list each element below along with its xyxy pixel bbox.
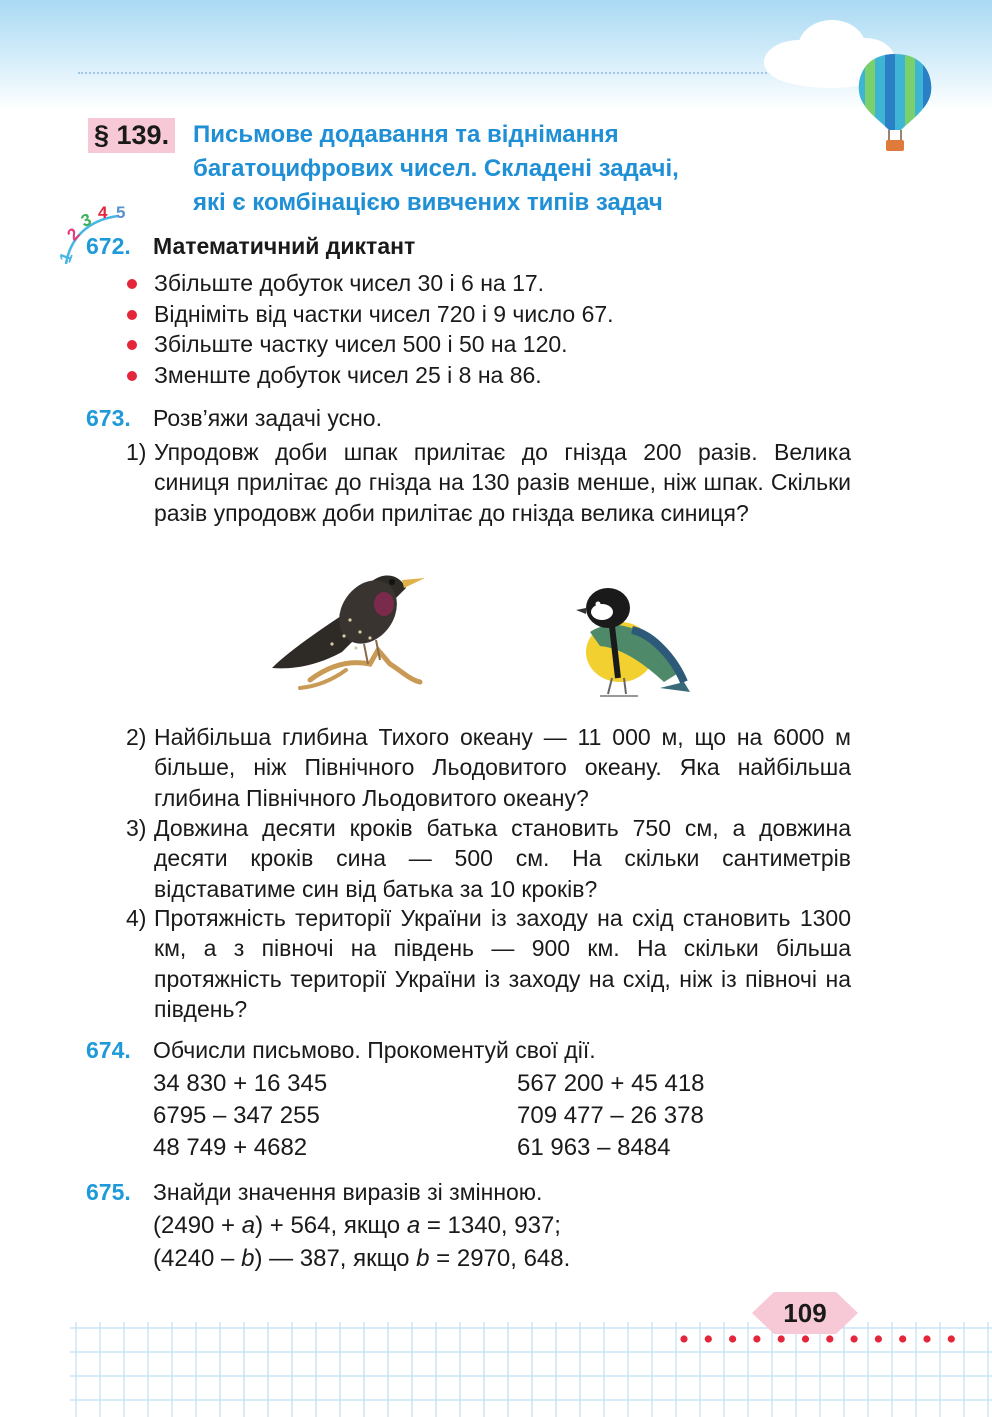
task-text: Протяжність території України із заходу на схід становить 1300 км, а з півночі на південь — 900 км. На скільки більша протяжність території України із заходу на схід, ніж із півночі на південь? [154, 905, 851, 1022]
calc-expression: 48 749 + 4682 [153, 1134, 308, 1161]
task-number: 2) [126, 724, 147, 750]
great-tit-illustration [576, 588, 690, 696]
dictation-list [125, 268, 614, 390]
exercise-number: 674. [86, 1037, 131, 1063]
list-item: Відніміть від частки чисел 720 і 9 число 67. [125, 299, 614, 330]
task-text: Довжина десяти кроків батька становить 750 см, а довжина десяти кроків сина — 500 см. На скільки сантиметрів відставатиме син від батька за 10 кроків? [154, 815, 851, 902]
exercise-title: Обчисли письмово. Прокоментуй свої дії. [153, 1037, 596, 1063]
calc-expression: 61 963 – 8484 [517, 1134, 671, 1161]
exercise-number: 675. [86, 1179, 131, 1205]
exercise-title: Математичний диктант [153, 233, 416, 259]
deco-digit: 2 [63, 224, 84, 245]
task-item [126, 437, 851, 528]
expr-part: ) + 564, якщо [255, 1212, 407, 1239]
task-item [126, 813, 851, 904]
task-item [126, 903, 851, 1024]
dotted-line [678, 1333, 968, 1345]
list-item: Зменште добуток чисел 25 і 8 на 86. [125, 360, 614, 391]
section-title-line: Письмове додавання та віднімання [193, 121, 619, 148]
calc-column-left [153, 1068, 327, 1164]
task-number: 3) [126, 815, 147, 841]
deco-digit: 4 [98, 203, 108, 222]
expr-part: = 2970, 648. [429, 1245, 571, 1272]
calc-expression: 567 200 + 45 418 [517, 1070, 705, 1097]
birds-illustration [260, 560, 700, 710]
exercise-number: 672. [86, 233, 131, 259]
page-number: 109 [783, 1298, 827, 1328]
expr-part: (2490 + [153, 1212, 242, 1239]
expr-variable: a [241, 1212, 256, 1239]
section-title-line: які є комбінацією вивчених типів задач [193, 189, 663, 216]
list-item: Збільште частку чисел 500 і 50 на 120. [125, 329, 614, 360]
task-number: 1) [126, 439, 147, 465]
variable-expression [153, 1242, 570, 1276]
deco-digit: 5 [116, 203, 126, 222]
deco-digit: 3 [78, 209, 94, 231]
calc-expression: 6795 – 347 255 [153, 1102, 320, 1129]
task-text: Найбільша глибина Тихого океану — 11 000 м, що на 6000 м більше, ніж Північного Льодовитого океану. Яка найбільша глибина Північного Льодовитого океану? [154, 724, 851, 811]
calc-expression: 34 830 + 16 345 [153, 1070, 328, 1097]
task-text: Упродовж доби шпак прилітає до гнізда 200 разів. Велика синиця прилітає до гнізда на 130 разів менше, ніж шпак. Скільки разів упродовж доби прилітає до гнізда велика синиця? [154, 439, 851, 526]
expr-variable: a [406, 1212, 421, 1239]
exercise-title: Знайди значення виразів зі змінною. [153, 1179, 543, 1205]
list-item: Збільште добуток чисел 30 і 6 на 17. [125, 268, 614, 299]
expr-variable: b [416, 1245, 430, 1272]
section-title-line: багатоцифрових чисел. Складені задачі, [193, 155, 679, 182]
top-dotted-line [78, 72, 858, 74]
starling-illustration [272, 569, 425, 688]
expr-part: = 1340, 937; [420, 1212, 561, 1239]
variable-expression [153, 1209, 561, 1243]
expr-part: (4240 – [153, 1245, 242, 1272]
expr-part: ) — 387, якщо [254, 1245, 417, 1272]
calc-column-right [517, 1068, 705, 1164]
task-number: 4) [126, 905, 147, 931]
expr-variable: b [241, 1245, 255, 1272]
exercise-number: 673. [86, 405, 131, 431]
task-item [126, 722, 851, 813]
section-title [193, 118, 873, 220]
section-number: § 139. [88, 118, 175, 153]
deco-digit: 1 [55, 249, 77, 266]
exercise-title: Розв’яжи задачі усно. [153, 405, 382, 431]
calc-expression: 709 477 – 26 378 [517, 1102, 704, 1129]
